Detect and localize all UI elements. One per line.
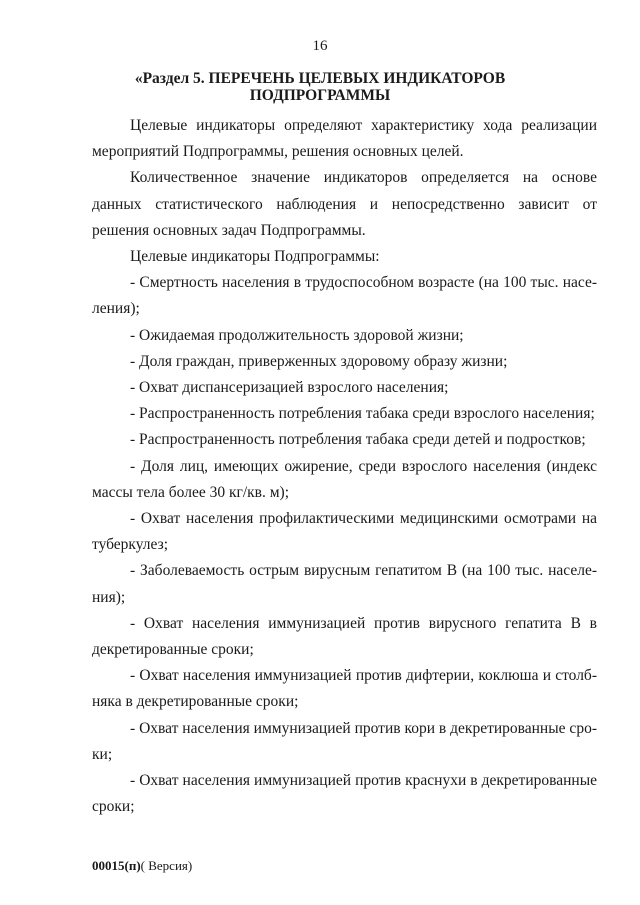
indicator-item: - Доля граждан, приверженных здоровому образу жизни; — [130, 352, 508, 370]
indicator-item: - Охват населения иммунизацией против дифтерии, коклюша и столбняка в декретированные сроки; — [92, 667, 597, 711]
footer-code: 00015(п) — [92, 858, 141, 873]
footer-version: ( Версия) — [140, 858, 193, 873]
section-title — [130, 70, 510, 104]
section-title-line-2: ПОДПРОГРАММЫ — [249, 87, 391, 104]
indicator-item: - Ожидаемая продолжительность здоровой жизни; — [130, 326, 464, 344]
indicator-item: - Доля лиц, имеющих ожирение, среди взрослого населения (индекс массы тела более 30 кг/кв. м); — [92, 457, 597, 501]
body-text — [92, 113, 597, 820]
paragraph: Целевые индикаторы Подпрограммы: — [130, 248, 380, 266]
indicator-item: - Охват диспансеризацией взрослого населения; — [130, 379, 449, 397]
indicator-item: - Распространенность потребления табака среди взрослого населения; — [130, 405, 595, 423]
indicator-item: - Охват населения иммунизацией против краснухи в декретированные сроки; — [92, 772, 597, 816]
indicator-item: - Распространенность потребления табака среди детей и подростков; — [130, 431, 586, 449]
indicator-item: - Охват населения иммунизацией против кори в декретированные сроки; — [92, 719, 597, 763]
page-number: 16 — [312, 38, 328, 54]
section-title-line-1: «Раздел 5. ПЕРЕЧЕНЬ ЦЕЛЕВЫХ ИНДИКАТОРОВ — [134, 70, 506, 87]
footer — [92, 858, 192, 874]
paragraph: Целевые индикаторы определяют характеристику хода реализации мероприятий Подпрограммы, решения основных целей. — [92, 117, 597, 161]
indicator-item: - Охват населения профилактическими медицинскими осмотрами на туберкулез; — [92, 510, 597, 554]
indicator-item: - Охват населения иммунизацией против вирусного гепатита В в декретированные сроки; — [92, 614, 597, 659]
indicator-item: - Заболеваемость острым вирусным гепатитом В (на 100 тыс. населения); — [92, 562, 597, 606]
paragraph: Количественное значение индикаторов определяется на основе данных статистического наблюдения и непосредственно зависит от решения основных задач Подпрограммы. — [92, 169, 597, 239]
indicator-item: - Смертность населения в трудоспособном возрасте (на 100 тыс. населения); — [92, 274, 597, 318]
